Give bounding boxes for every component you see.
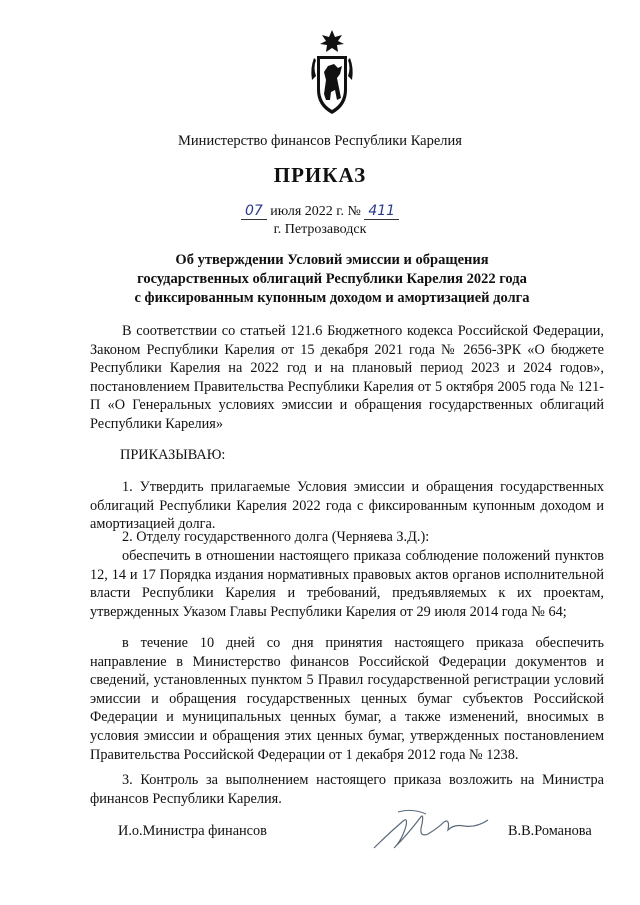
item-2-paragraph: 2. Отделу государственного долга (Черняева З.Д.): [122, 529, 430, 545]
ministry-name: Министерство финансов Республики Карелия [178, 133, 462, 149]
order-number: 411 [364, 203, 399, 220]
order-date-line [0, 203, 640, 220]
order-subject-heading [130, 251, 534, 308]
order-date-text: июля 2022 г. № [270, 204, 361, 219]
order-day: 07 [241, 203, 267, 220]
order-city: г. Петрозаводск [273, 222, 367, 237]
item-2b-paragraph: в течение 10 дней со дня принятия настоящего приказа обеспечить направление в Министерство финансов Российской Федерации документов и сведений, установленных пунктом 5 Правил государственной регистрации условий эмиссии и обращения государственных ценных бумаг субъектов Российской Федерации и муниципальных ценных бумаг, а также изменений, вносимых в условия эмиссии и обращения этих ценных бумаг, утвержденных постановлением Правительства Российской Федерации от 1 декабря 2012 года № 1238. [90, 635, 604, 763]
handwritten-signature-icon [368, 804, 494, 856]
signatory-name: В.В.Романова [508, 823, 592, 839]
heading-line-3: с фиксированным купонным доходом и амортизацией долга [134, 290, 530, 306]
item-1-paragraph: 1. Утвердить прилагаемые Условия эмиссии и обращения государственных облигаций Республики Карелия 2022 года с фиксированным купонным доходом и амортизацией долга. [90, 479, 604, 533]
decree-word: ПРИКАЗЫВАЮ: [120, 447, 226, 463]
item-2a-paragraph: обеспечить в отношении настоящего приказа соблюдение положений пунктов 12, 14 и 17 Порядка издания нормативных правовых актов органов исполнительной власти Республики Карелия и требований, предъявляемых к их проектам, утвержденных Указом Главы Республики Карелия от 29 июля 2014 года № 64; [90, 548, 604, 620]
coat-of-arms-icon [304, 28, 360, 120]
heading-line-2: государственных облигаций Республики Карелия 2022 года [137, 271, 527, 287]
document-type-title: ПРИКАЗ [273, 163, 367, 187]
signatory-position: И.о.Министра финансов [118, 823, 267, 839]
item-3-paragraph: 3. Контроль за выполнением настоящего приказа возложить на Министра финансов Республики Карелия. [90, 772, 604, 807]
heading-line-1: Об утверждении Условий эмиссии и обращения [175, 252, 489, 268]
preamble-paragraph: В соответствии со статьей 121.6 Бюджетного кодекса Российской Федерации, Законом Республики Карелия от 15 декабря 2021 года № 2656-ЗРК «О бюджете Республики Карелия на 2022 год и на плановый период 2023 и 2024 годов», постановлением Правительства Республики Карелия от 5 октября 2005 года № 121-П «О Генеральных условиях эмиссии и обращения государственных облигаций Республики Карелия» [90, 323, 604, 432]
